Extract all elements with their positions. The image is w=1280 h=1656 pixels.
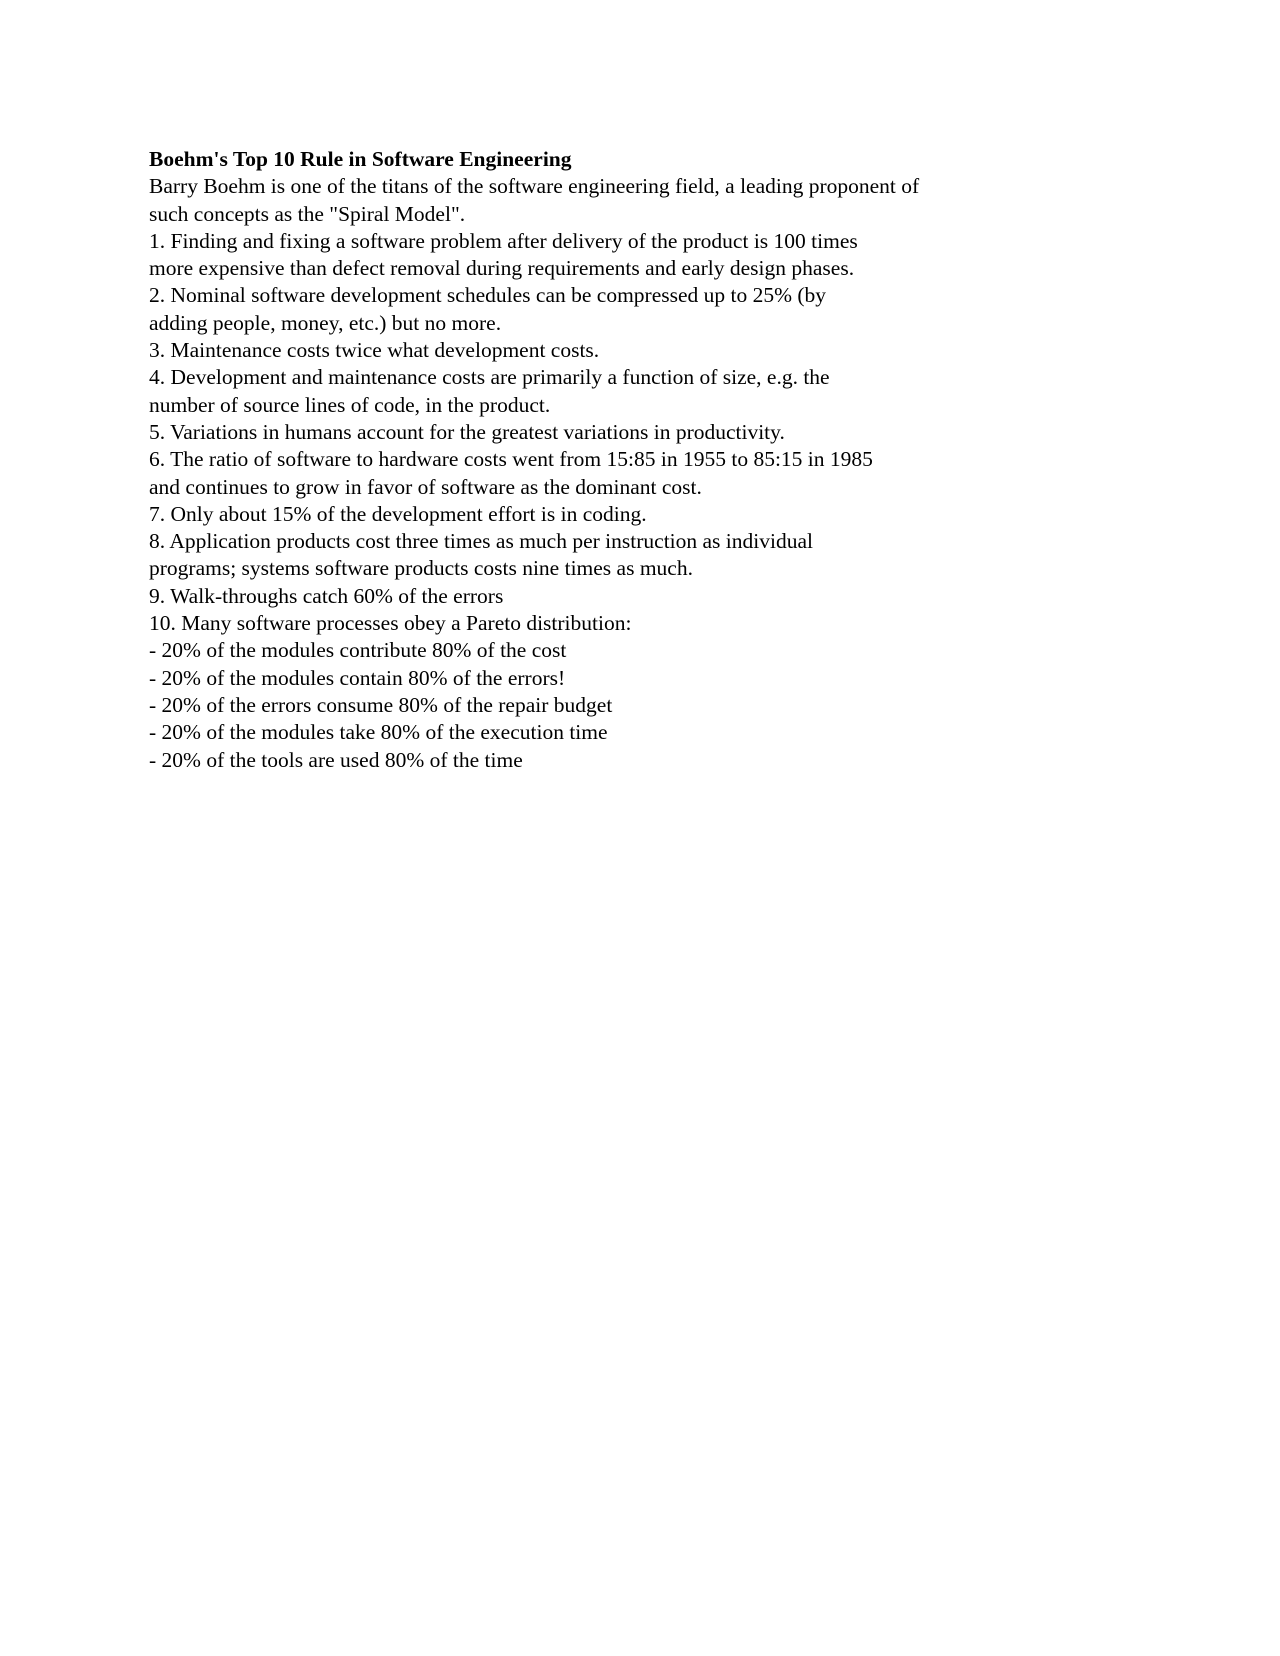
rule-8-line-2: programs; systems software products costs nine times as much. [149,556,693,581]
rule-6-line-1: 6. The ratio of software to hardware costs went from 15:85 in 1955 to 85:15 in 1985 [149,447,873,472]
intro-line-2: such concepts as the "Spiral Model". [149,201,466,226]
pareto-item-5: - 20% of the tools are used 80% of the time [149,747,523,772]
document-body [149,146,1149,774]
rule-9: 9. Walk-throughs catch 60% of the errors [149,583,504,608]
document-title: Boehm's Top 10 Rule in Software Engineering [149,147,572,171]
rule-4-line-2: number of source lines of code, in the product. [149,392,551,417]
rule-10: 10. Many software processes obey a Pareto distribution: [149,611,632,636]
pareto-item-2: - 20% of the modules contain 80% of the errors! [149,665,566,690]
rule-1-line-1: 1. Finding and fixing a software problem after delivery of the product is 100 times [149,228,858,253]
rule-8-line-1: 8. Application products cost three times as much per instruction as individual [149,529,813,554]
rule-2-line-1: 2. Nominal software development schedules can be compressed up to 25% (by [149,283,827,308]
rule-3: 3. Maintenance costs twice what development costs. [149,338,600,363]
rule-2-line-2: adding people, money, etc.) but no more. [149,310,502,335]
rule-1-line-2: more expensive than defect removal during requirements and early design phases. [149,256,855,281]
pareto-item-1: - 20% of the modules contribute 80% of the cost [149,638,567,663]
rule-5: 5. Variations in humans account for the greatest variations in productivity. [149,419,785,444]
rule-4-line-1: 4. Development and maintenance costs are primarily a function of size, e.g. the [149,365,830,390]
pareto-item-3: - 20% of the errors consume 80% of the repair budget [149,692,613,717]
rule-7: 7. Only about 15% of the development effort is in coding. [149,501,647,526]
intro-line-1: Barry Boehm is one of the titans of the software engineering field, a leading proponent of [149,174,920,199]
rule-6-line-2: and continues to grow in favor of software as the dominant cost. [149,474,702,499]
pareto-item-4: - 20% of the modules take 80% of the execution time [149,720,608,745]
